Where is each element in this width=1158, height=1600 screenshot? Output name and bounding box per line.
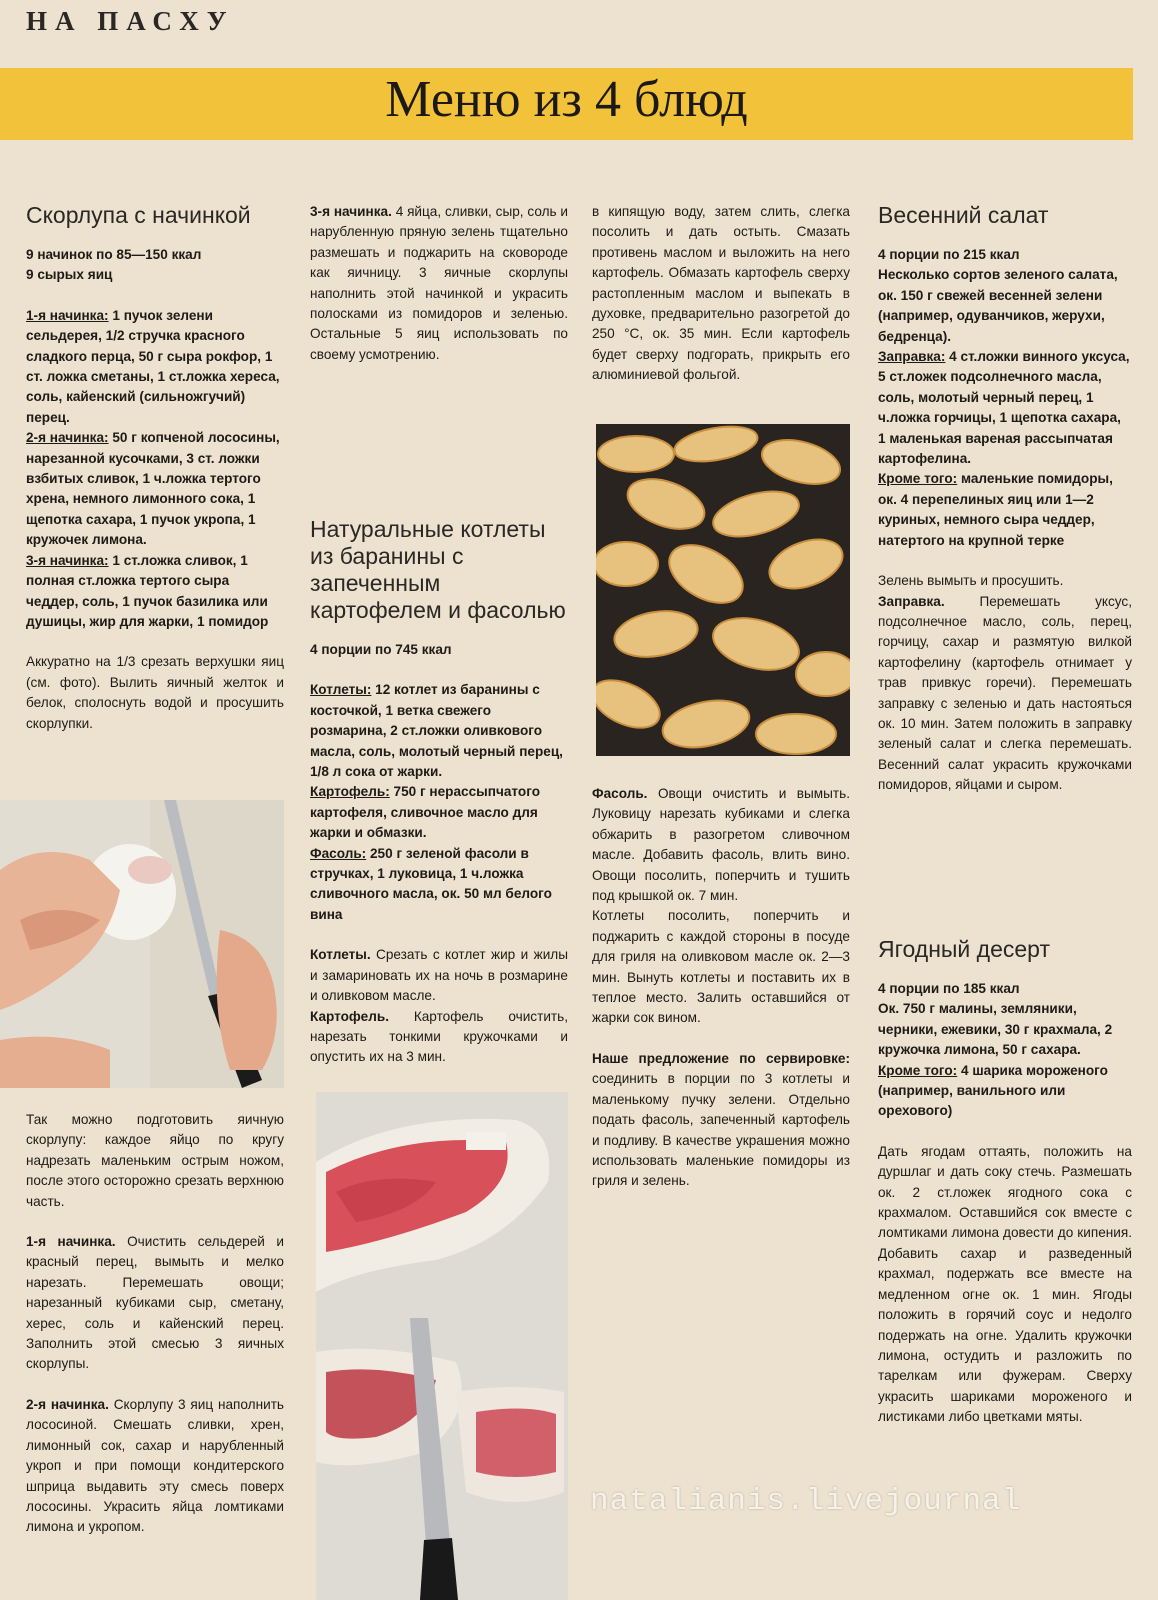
watermark: natalianis.livejournal [590, 1484, 1022, 1519]
column-4 [878, 202, 1132, 816]
filling-1-ingredients: 1-я начинка: 1 пучок зелени сельдерея, 1/2 стручка красного сладкого перца, 50 г сыра рокфор, 1 ст. ложка сметаны, 1 ст.ложка хереса, соль, кайенский (сильножгучий) перец. [26, 307, 280, 425]
column-1 [26, 202, 284, 754]
recipe-title-dessert: Ягодный десерт [878, 936, 1050, 962]
recipe-title-lamb: Натуральные котлеты из баранины с запеченным картофелем и фасолью [310, 516, 566, 623]
salad-method-dressing: Заправка. Перемешать уксус, подсолнечное масло, соль, перец, горчицу, сахар и размятую вилкой картофелину (картофель отнимает у трав привкус горечи). Перемешать заправку с зеленью и дать настояться ок. 10 мин. Затем положить в заправку зеленый салат и слегка перемешать. Весенний салат украсить кружочками помидоров, яйцами и сыром. [878, 593, 1132, 793]
potato-method-continued: в кипящую воду, затем слить, слегка посолить и дать остыть. Смазать противень маслом и выложить на него картофель. Обмазать картофель сверху растопленным маслом и выпекать в духовке, предварительно разогретой до 250 °С, ок. 35 мин. Если картофель будет сверху подгорать, прикрыть его алюминиевой фольгой. [592, 204, 850, 383]
baked-potatoes-illustration [596, 424, 850, 756]
filling-2-ingredients: 2-я начинка: 50 г копченой лососины, нарезанной кусочками, 3 ст. ложки взбитых сливок, 1 ч.ложка тертого хрена, немного лимонного сока, 1 щепотка сахара, 1 пучок укропа, 1 кружочек лимона. [26, 430, 280, 548]
dessert-method: Дать ягодам оттаять, положить на дуршлаг и дать соку стечь. Размешать ок. 2 ст.ложек ягодного сока с крахмалом. Оставшийся сок вместе с ломтиками лимона довести до кипения. Добавить сахар и разведенный крахмал, подержать все вместе на медленном огне ок. 1 мин. Ягоды положить в горячий соус и недолго подержать на огне. Удалить кружочки лимона, остудить и разложить по тарелкам или фужерам. Сверху украсить шариками мороженого и листиками либо цветками мяты. [878, 1143, 1132, 1425]
section-label: НА ПАСХУ [26, 6, 235, 36]
lamb-cutlets-illustration [316, 1092, 568, 1600]
lamb-potato-ingredients: Картофель: 750 г нерассыпчатого картофеля, сливочное масло для жарки и обмазки. [310, 784, 541, 841]
eggs-portions: 9 начинок по 85—150 ккал 9 сырых яиц [26, 247, 202, 283]
dessert-ingredients: Ок. 750 г малины, земляники, черники, ежевики, 30 г крахмала, 2 кружочка лимона, 50 г сахара. [878, 1001, 1113, 1058]
lamb-cutlets-photo [316, 1092, 568, 1600]
page-title: Меню из 4 блюд [385, 71, 748, 128]
photo-caption: Так можно подготовить яичную скорлупу: каждое яйцо по кругу надрезать маленьким острым ножом, после этого осторожно срезать верхнюю часть. [26, 1112, 284, 1209]
salad-dressing-ingredients: Заправка: 4 ст.ложки винного уксуса, 5 ст.ложек подсолнечного масла, соль, молотый черный перец, 1 ч.ложка горчицы, 1 щепотка сахара, 1 маленькая вареная рассыпчатая картофелина. [878, 349, 1130, 467]
lamb-potato-method: Картофель. Картофель очистить, нарезать тонкими кружочками и опустить их на 3 мин. [310, 1008, 568, 1065]
salad-method-wash: Зелень вымыть и просушить. [878, 573, 1064, 589]
lamb-cutlets-ingredients: Котлеты: 12 котлет из баранины с косточкой, 1 ветка свежего розмарина, 2 ст.ложки оливкового масла, соль, молотый черный перец, 1/8 л сока от жарки. [310, 682, 563, 780]
serving-suggestion: Наше предложение по сервировке: соединить в порции по 3 котлеты и маленькому пучку зелени. Отдельно подать фасоль, запеченный картофель и подливу. В качестве украшения можно использовать маленькие помидоры из гриля и зелень. [592, 1050, 850, 1189]
egg-cutting-illustration [0, 800, 284, 1088]
column-4-dessert [878, 936, 1132, 1448]
lamb-beans-ingredients: Фасоль: 250 г зеленой фасоли в стручках, 1 луковица, 1 ч.ложка сливочного масла, ок. 50 мл белого вина [310, 845, 552, 922]
filling-2-method: 2-я начинка. Скорлупу 3 яиц наполнить лососиной. Смешать сливки, хрен, лимонный сок, сахар и нарубленный укроп и при помощи кондитерского шприца выдавить эту смесь поверх лососины. Украсить яйца ломтиками лимона и укропом. [26, 1396, 285, 1535]
column-3 [592, 202, 850, 406]
column-1-continued [26, 1110, 284, 1558]
baked-potatoes-photo [596, 424, 850, 756]
recipe-title-eggs: Скорлупа с начинкой [26, 202, 251, 228]
dessert-extra-ingredients: Кроме того: 4 шарика мороженого (например, ванильного или орехового) [878, 1062, 1108, 1119]
column-2 [310, 202, 568, 385]
filling-3-method: 3-я начинка. 4 яйца, сливки, сыр, соль и нарубленную пряную зелень тщательно размешать и поджарить на сковороде как яичницу. 3 яичные скорлупы наполнить этой начинкой и украсить полосками из помидоров и зеленью. Остальные 5 яиц использовать по своему усмотрению. [310, 204, 568, 362]
egg-cutting-photo [0, 800, 284, 1088]
column-3-continued [592, 784, 850, 1212]
filling-1-method: 1-я начинка. Очистить сельдерей и красный перец, вымыть и мелко нарезать. Перемешать овощи; нарезанный кубиками сыр, сметану, херес, соль и кайенский перец. Заполнить этой смесью 3 яичных скорлупы. [26, 1234, 284, 1372]
lamb-cutlets-method: Котлеты. Срезать с котлет жир и жилы и замариновать их на ночь в розмарине и оливковом масле. [310, 947, 568, 1004]
salad-ingredients: Несколько сортов зеленого салата, ок. 150 г свежей весенней зелени (например, одуванчиков, жерухи, бедренца). [878, 267, 1118, 344]
cutlets-grill-method: Котлеты посолить, поперчить и поджарить с каждой стороны в посуде для гриля на оливковом масле ок. 2—3 мин. Вынуть котлеты и поставить их в теплое место. Залить оставшийся от жарки сок вином. [592, 908, 850, 1026]
dessert-portions: 4 порции по 185 ккал [878, 981, 1020, 996]
recipe-title-salad: Весенний салат [878, 202, 1049, 228]
beans-method: Фасоль. Овощи очистить и вымыть. Луковицу нарезать кубиками и слегка обжарить в разогретом сливочном масле. Добавить фасоль, влить вино. Овощи посолить, поперчить и тушить под крышкой ок. 7 мин. [592, 786, 850, 904]
filling-3-ingredients: 3-я начинка: 1 ст.ложка сливок, 1 полная ст.ложка тертого сыра чеддер, соль, 1 пучок базилика или душицы, жир для жарки, 1 помидор [26, 552, 269, 629]
lamb-portions: 4 порции по 745 ккал [310, 642, 452, 657]
eggs-intro: Аккуратно на 1/3 срезать верхушки яиц (см. фото). Вылить яичный желток и белок, сполоснуть водой и просушить скорлупки. [26, 654, 284, 731]
column-2-lamb [310, 516, 568, 1088]
salad-extra-ingredients: Кроме того: маленькие помидоры, ок. 4 перепелиных яиц или 1—2 куриных, немного сыра чеддер, натертого на крупной терке [878, 471, 1113, 548]
salad-portions: 4 порции по 215 ккал [878, 247, 1020, 262]
